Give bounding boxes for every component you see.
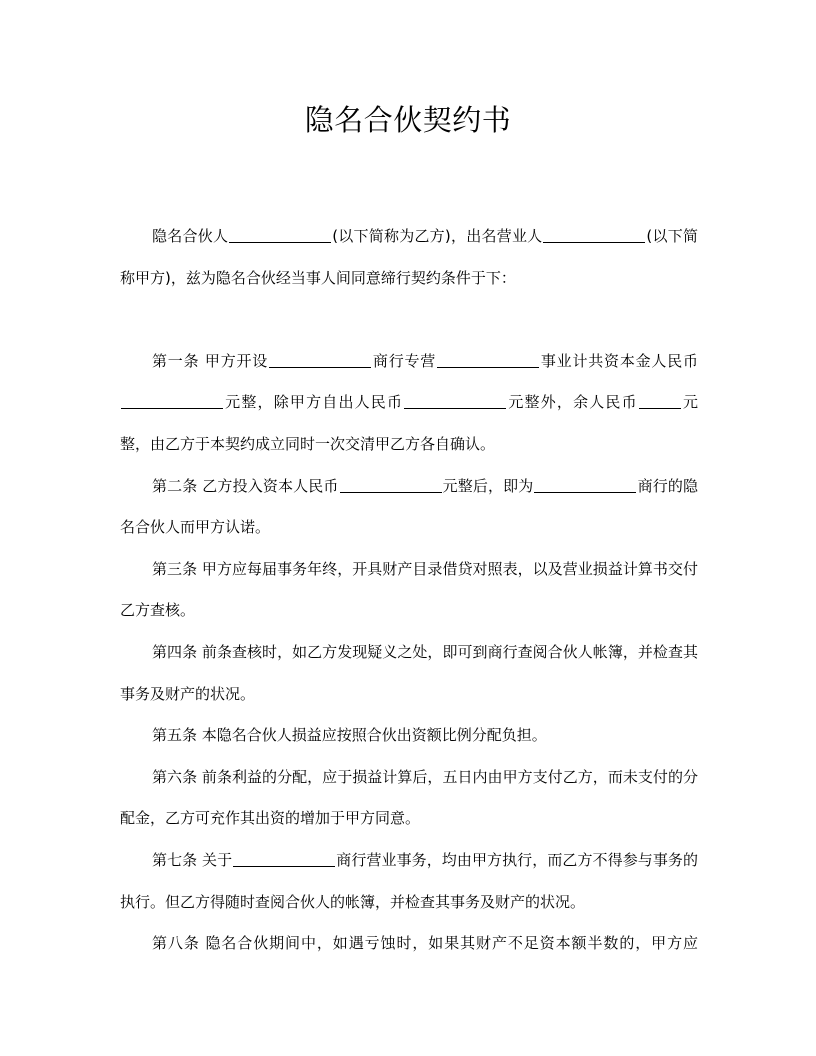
article-1-text-3: 事业计共资本金人民币 [540,351,698,370]
article-1 [120,341,698,466]
article-2-text-3: 商行的隐名合伙人而甲方认诺。 [120,476,698,537]
article-5: 第五条 本隐名合伙人损益应按照合伙出资额比例分配负担。 [152,726,547,745]
blank-line [543,227,645,243]
intro-text-3: (以下简称甲方)，兹为隐名合伙经当事人间同意缔行契约条件于下： [120,227,698,287]
blank-line [639,393,681,409]
blank-line [121,393,223,409]
blank-line [437,352,539,368]
intro-text-2: (以下简称为乙方)，出名营业人 [332,227,543,245]
paragraph-gap [120,299,698,341]
blank-line [340,477,442,493]
blank-line [404,393,506,409]
article-1-text-4: 元整，除甲方自出人民币 [224,393,404,412]
article-2-text-2: 元整后，即为 [442,476,534,495]
article-7-text-1: 第七条 关于 [152,850,233,869]
article-1-text-5: 元整外，余人民币 [507,393,638,412]
article-7-text-2: 商行营业事务，均由甲方执行，而乙方不得参与事务的执行。但乙方得随时查阅合伙人的帐簿，并检查其事务及财产的状况。 [120,850,698,911]
article-8: 第八条 隐名合伙期间中，如遇亏蚀时，如果其财产不足资本额半数的，甲方应 [152,934,698,953]
article-1-text-1: 第一条 甲方开设 [152,351,269,370]
article-4: 第四条 前条查核时，如乙方发现疑义之处，即可到商行查阅合伙人帐簿，并检查其事务及财产的状况。 [120,642,698,703]
article-1-text-6: 元整，由乙方于本契约成立同时一次交清甲乙方各自确认。 [120,393,698,453]
article-1-text-2: 商行专营 [372,351,437,370]
article-2-text-1: 第二条 乙方投入资本人民币 [152,476,339,495]
article-7 [120,840,698,923]
blank-line [233,851,335,867]
blank-line [534,477,636,493]
intro-paragraph [120,216,698,299]
article-2 [120,466,698,549]
blank-line [229,227,331,243]
document-title: 隐名合伙契约书 [304,103,512,137]
document-body [120,216,698,965]
article-3: 第三条 甲方应每届事务年终，开具财产目录借贷对照表，以及营业损益计算书交付乙方查核。 [120,559,698,620]
intro-text-1: 隐名合伙人 [152,227,229,245]
blank-line [269,352,371,368]
article-6: 第六条 前条利益的分配，应于损益计算后，五日内由甲方支付乙方，而未支付的分配金，乙方可充作其出资的增加于甲方同意。 [120,767,698,828]
